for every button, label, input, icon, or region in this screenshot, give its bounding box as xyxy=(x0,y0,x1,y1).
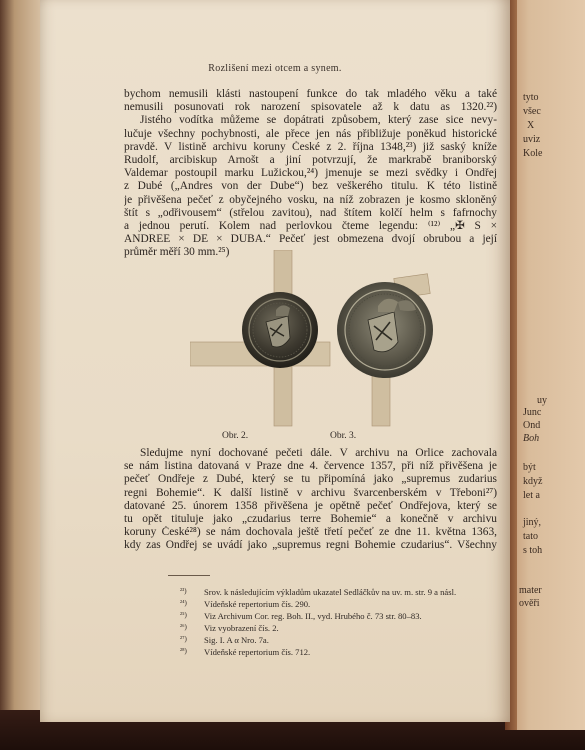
book-page xyxy=(40,0,510,722)
facing-page-fragment: Boh xyxy=(523,433,540,444)
text-line: Rudolf, arcibiskup Arnošt a jiní potvrzují, že markrabě braniborský xyxy=(124,153,497,166)
text-line: bychom nemusili klásti nastoupení funkce do tak mladého věku a také xyxy=(124,88,497,100)
seal-fig-2 xyxy=(190,250,330,426)
paragraph-2 xyxy=(124,447,497,553)
text-line: datované 25. únorem 1358 přivěšena je opětně pečeť Ondřejova, který se xyxy=(124,499,497,512)
facing-page-fragment: uviz xyxy=(523,134,541,145)
text-line: ANDREE × DE × DUBA.“ Pečeť jest obmezena dvojí obrubou a její xyxy=(124,233,497,246)
facing-page-fragment: tato xyxy=(523,531,538,542)
facing-page-fragment: let a xyxy=(523,490,540,501)
facing-page-fragment: Kole xyxy=(523,148,543,159)
text-line: se nám listina datovaná v Praze dne 4. července 1357, při níž přivěšena je xyxy=(124,460,497,473)
footnote-text: Viz Archivum Cor. reg. Boh. II., vyd. Hrubého č. 73 str. 80–83. xyxy=(204,611,422,621)
facing-page-fragment: Junc xyxy=(523,407,542,418)
text-line: koruny České²⁸) se nám dochovala ještě třetí pečeť ze dne 11. května 1363, xyxy=(124,526,497,539)
text-line: kdy zas Ondřej se uvádí jako „supremus regni Bohemie czudarius“. Všechny xyxy=(124,539,497,552)
text-line: a jednou perutí. Kolem nad perlovkou čteme legendu: ⁽¹²⁾ „✠ S × xyxy=(124,219,497,232)
footnote-text: Vídeňské repertorium čís. 290. xyxy=(204,599,311,609)
text-line: průměr měří 30 mm.²⁵) xyxy=(124,246,230,259)
footnote-number: ²⁴) xyxy=(180,599,187,607)
text-line: pečeť Ondřeje z Dubé, který se tu připomíná jako „supremus zudarius xyxy=(124,473,497,486)
facing-page-fragment: uy xyxy=(537,395,547,406)
footnote xyxy=(180,645,500,658)
text-line: Sledujme nyní dochované pečeti dále. V archivu na Orlice zachovala xyxy=(140,447,497,459)
footnote-number: ²⁶) xyxy=(180,623,187,631)
text-line: regni Bohemie“. K další listině v archivu švarcenberském v Třeboni²⁷) xyxy=(124,486,497,499)
seal-fig-3 xyxy=(337,274,433,426)
facing-page xyxy=(505,0,585,730)
facing-page-fragment: s toh xyxy=(523,545,543,556)
running-head: Rozlišení mezi otcem a synem. xyxy=(208,63,342,74)
paragraph-1 xyxy=(124,88,497,259)
facing-page-fragment: ověři xyxy=(519,598,540,609)
footnote-text: Srov. k následujícím výkladům ukazatel Sedláčkův na uv. m. str. 9 a násl. xyxy=(204,587,457,597)
footnote-text: Sig. I. A α Nro. 7a. xyxy=(204,635,269,645)
text-line: nemusili posunovati rok narození spisovatele až k datu as 1320.²²) xyxy=(124,101,497,114)
facing-page-fragment: jiný, xyxy=(523,517,542,528)
facing-page-fragment: mater xyxy=(519,585,542,596)
text-line: z Dubé („Andres von der Dube“) bez veškerého titulu. K této listině xyxy=(124,180,497,193)
footnote-number: ²⁷) xyxy=(180,635,187,643)
text-line: je přivěšena pečeť z obyčejného vosku, na níž zobrazen je kosmo skloněný xyxy=(124,193,497,206)
caption-fig-2: Obr. 2. xyxy=(222,431,249,441)
seal-figures xyxy=(190,250,450,435)
facing-page-fragment: tyto xyxy=(523,92,539,103)
text-line: štít s „odřivousem“ (střelou zavitou), nad štítem kolčí helm s fafrnochy xyxy=(124,206,497,219)
text-line: lučuje všechny pochybnosti, ale přece jen nás přibližuje poněkud historické xyxy=(124,127,497,140)
text-line: pravdě. V listině archivu koruny České z 2. října 1348,²³) již saský kníže xyxy=(124,140,497,153)
text-line: Jistého vodítka můžeme se dopátrati způsobem, který zase sice nevy- xyxy=(140,114,497,127)
footnote-text: Vídeňské repertorium čís. 712. xyxy=(204,647,311,657)
facing-page-fragment: všec xyxy=(523,106,541,117)
text-line: Valdemar postoupil marku Lužickou,²⁴) jmenuje se mezi svědky i Ondřej xyxy=(124,167,497,180)
book-left-edge xyxy=(0,0,42,710)
text-line: tu opět tituluje jako „czudarius terre Bohemie“ a konečně v archivu xyxy=(124,512,497,525)
facing-page-fragment: X xyxy=(527,120,535,131)
footnote-number: ²³) xyxy=(180,587,187,595)
facing-page-fragment: být xyxy=(523,462,536,473)
footnote-text: Viz vyobrazení čís. 2. xyxy=(204,623,279,633)
seal-photographs xyxy=(190,250,450,435)
caption-fig-3: Obr. 3. xyxy=(330,431,357,441)
footnote-number: ²⁸) xyxy=(180,647,187,655)
footnote-separator xyxy=(168,575,210,576)
footnote-number: ²⁵) xyxy=(180,611,187,619)
facing-page-fragment: když xyxy=(523,476,543,487)
facing-page-fragment: Ond xyxy=(523,420,541,431)
